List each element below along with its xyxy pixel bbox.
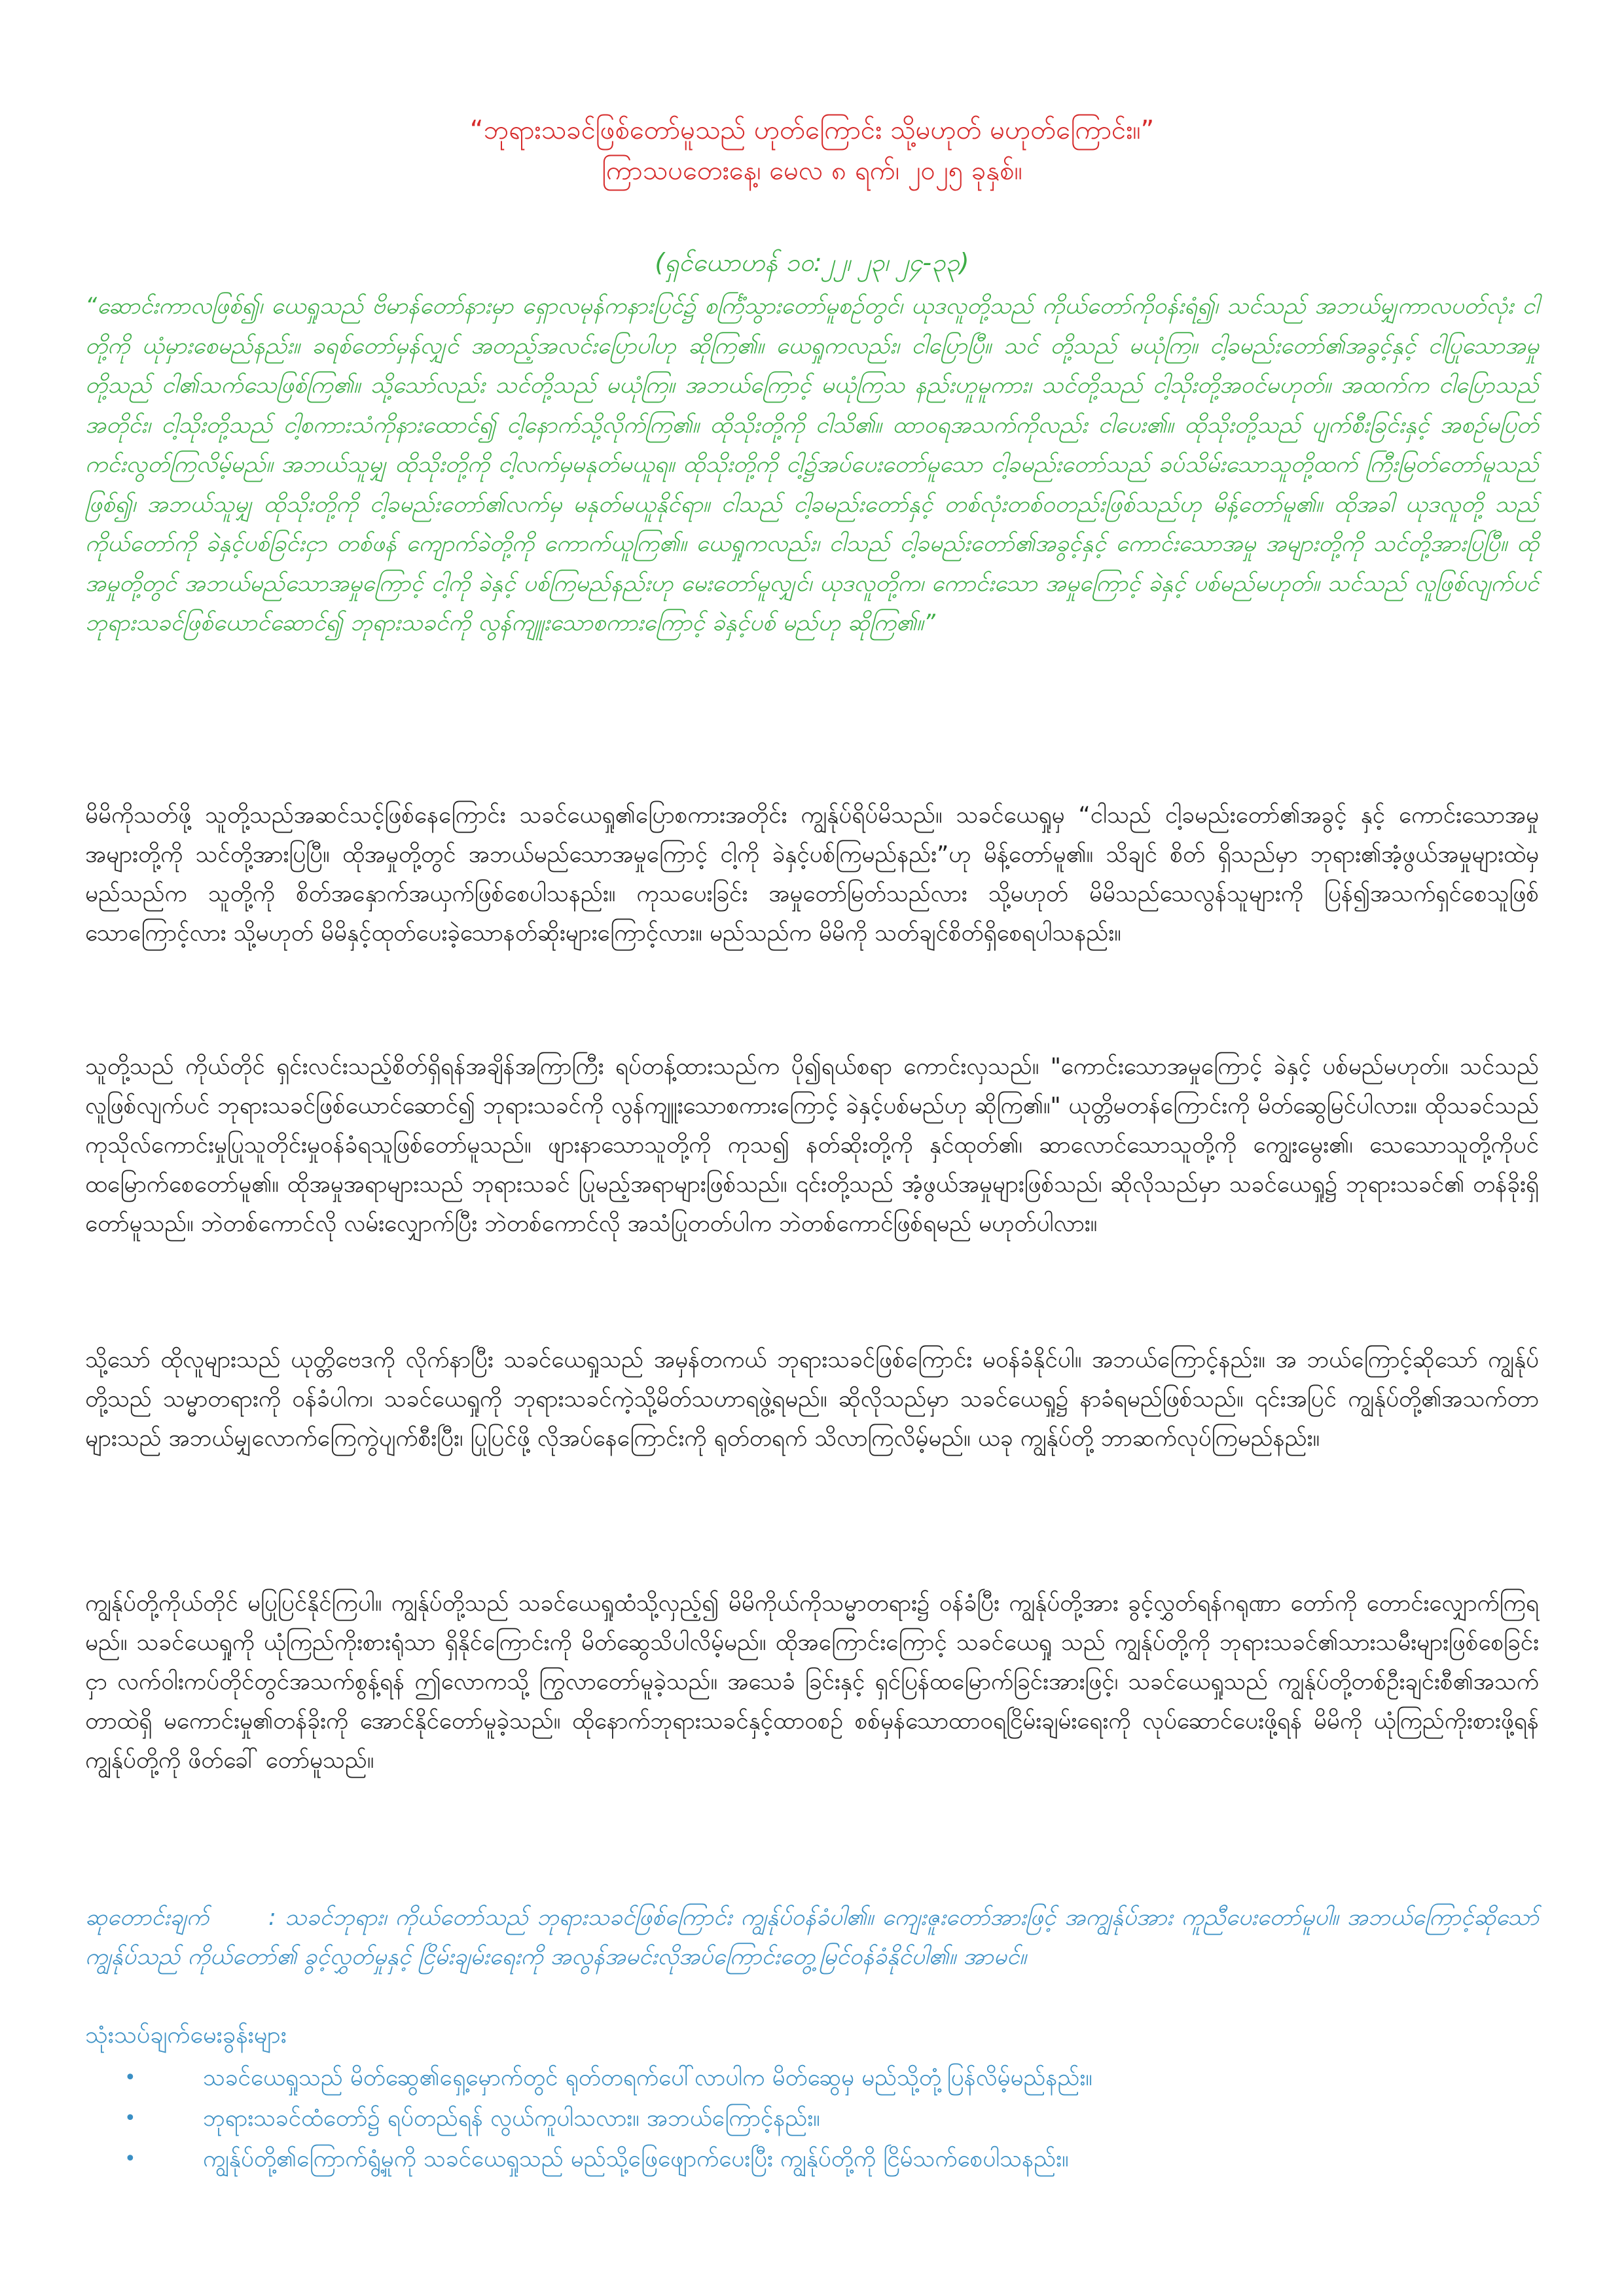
body-paragraph-1: မိမိကိုသတ်ဖို့ သူတို့သည်အဆင်သင့်ဖြစ်နေကြောင်း သခင်ယေရှု၏ပြောစကားအတိုင်း ကျွန်ုပ်ရိပ်မိသည်။ သခင်ယေရှုမှ “ငါသည် ငါ့ခမည်းတော်၏အခွင့် နှင့် ကောင်းသောအမှုအများတို့ကို သင်တို့အားပြပြီ။ ထိုအမှုတို့တွင် အဘယ်မည်သောအမှုကြောင့် ငါ့ကို ခဲနှင့်ပစ်ကြမည်နည်း”ဟု မိန့်တော်မူ၏။ သိချင် စိတ် ရှိသည်မှာ ဘုရား၏အံ့ဖွယ်အမှုများထဲမှ မည်သည်က သူတို့ကို စိတ်အနှောက်အယှက်ဖြစ်စေပါသနည်း။ ကုသပေးခြင်း အမှုတော်မြတ်သည်လား သို့မဟုတ် မိမိသည်သေလွန်သူများကို ပြန်၍အသက်ရှင်စေသူဖြစ်သောကြောင့်လား သို့မဟုတ် မိမိနှင့်ထုတ်ပေးခဲ့သောနတ်ဆိုးများကြောင့်လား။ မည်သည်က မိမိကို သတ်ချင်စိတ်ရှိစေရပါသနည်း။ — [85, 802, 1539, 946]
list-item — [85, 2058, 1539, 2098]
devotional-date: ကြာသပတေးနေ့၊ မေလ ၈ ရက်၊ ၂၀၂၅ ခုနှစ်။ — [602, 156, 1022, 186]
question-text: ကျွန်ုပ်တို့၏ကြောက်ရွံ့မှုကို သခင်ယေရှုသည် မည်သို့ဖြေဖျောက်ပေးပြီး ကျွန်ုပ်တို့ကို ငြိမ်သက်စေပါသနည်း။ — [203, 2146, 1069, 2172]
question-text: ဘုရားသခင်ထံတော်၌ ရပ်တည်ရန် လွယ်ကူပါသလား။ အဘယ်ကြောင့်နည်း။ — [203, 2106, 820, 2132]
question-text: သခင်ယေရှုသည် မိတ်ဆွေ၏ရှေ့မှောက်တွင် ရုတ်တရက်ပေါ်လာပါက မိတ်ဆွေမှ မည်သို့တုံ့ပြန်လိမ့်မည်နည်း။ — [203, 2065, 1092, 2091]
document-header — [105, 110, 1519, 191]
prayer-text: : သခင်ဘုရား၊ ကိုယ်တော်သည် ဘုရားသခင်ဖြစ်ကြောင်း ကျွန်ုပ်ဝန်ခံပါ၏။ ကျေးဇူးတော်အားဖြင့် အကျွန်ုပ်အား ကူညီပေးတော်မူပါ။ အဘယ်ကြောင့်ဆိုသော် ကျွန်ုပ်သည် ကိုယ်တော်၏ ခွင့်လွှတ်မှုနှင့် ငြိမ်းချမ်းရေးကို အလွန်အမင်းလိုအပ်ကြောင်းတွေ့မြင်ဝန်ခံနိုင်ပါ၏။ အာမင်။ — [85, 1905, 1539, 1970]
scripture-reference: (ရှင်ယောဟန် ၁၀:၂၂၊ ၂၃၊ ၂၄-၃၃) — [655, 248, 969, 277]
bullet-icon: • — [124, 2066, 136, 2089]
reflection-questions — [85, 2016, 1539, 2179]
scripture-block — [85, 243, 1539, 643]
body-paragraph-2: သူတို့သည် ကိုယ်တိုင် ရှင်းလင်းသည့်စိတ်ရှိရန်အချိန်အကြာကြီး ရပ်တန့်ထားသည်က ပို၍ရယ်စရာ ကောင်းလှသည်။ "ကောင်းသောအမှုကြောင့် ခဲနှင့် ပစ်မည်မဟုတ်။ သင်သည် လူဖြစ်လျက်ပင် ဘုရားသခင်ဖြစ်ယောင်ဆောင်၍ ဘုရားသခင်ကို လွန်ကျူးသောစကားကြောင့် ခဲနှင့်ပစ်မည်ဟု ဆိုကြ၏။" ယုတ္တိမတန်ကြောင်းကို မိတ်ဆွေမြင်ပါလား။ ထိုသခင်သည် ကုသိုလ်ကောင်းမှုပြုသူတိုင်းမှုဝန်ခံရသူဖြစ်တော်မူသည်။ ဖျားနာသောသူတို့ကို ကုသ၍ နတ်ဆိုးတို့ကို နှင်ထုတ်၏၊ ဆာလောင်သောသူတို့ကို ကျွေးမွေး၏၊ သေသောသူတို့ကိုပင် ထမြောက်စေတော်မူ၏။ ထိုအမှုအရာများသည် ဘုရားသခင် ပြုမည့်အရာများဖြစ်သည်။ ၎င်းတို့သည် အံ့ဖွယ်အမှုများဖြစ်သည်၊ ဆိုလိုသည်မှာ သခင်ယေရှု၌ ဘုရားသခင်၏ တန်ခိုးရှိတော်မူသည်။ ဘဲတစ်ကောင်လို လမ်းလျှောက်ပြီး ဘဲတစ်ကောင်လို အသံပြုတတ်ပါက ဘဲတစ်ကောင်ဖြစ်ရမည် မဟုတ်ပါလား။ — [85, 1054, 1539, 1237]
devotional-title: “ဘုရားသခင်ဖြစ်တော်မူသည် ဟုတ်ကြောင်း သို့မဟုတ် မဟုတ်ကြောင်း။” — [469, 115, 1155, 145]
scripture-text: “ဆောင်းကာလဖြစ်၍၊ ယေရှုသည် ဗိမာန်တော်နားမှာ ရှောလမုန်ကနားပြင်၌ စင်္ကြံသွားတော်မူစဉ်တွင်၊ ယုဒလူတို့သည် ကိုယ်တော်ကိုဝန်းရံ၍၊ သင်သည် အဘယ်မျှကာလပတ်လုံး ငါတို့ကို ယုံမှားစေမည်နည်း။ ခရစ်တော်မှန်လျှင် အတည့်အလင်းပြောပါဟု ဆိုကြ၏။ ယေရှုကလည်း၊ ငါပြောပြီ။ သင် တို့သည် မယုံကြ။ ငါ့ခမည်းတော်၏အခွင့်နှင့် ငါပြုသောအမှုတို့သည် ငါ၏သက်သေဖြစ်ကြ၏။ သို့သော်လည်း သင်တို့သည် မယုံကြ။ အဘယ်ကြောင့် မယုံကြသ နည်းဟူမူကား၊ သင်တို့သည် ငါ့သိုးတို့အဝင်မဟုတ်။ အထက်က ငါပြောသည်အတိုင်း၊ ငါ့သိုးတို့သည် ငါ့စကားသံကိုနားထောင်၍ ငါ့နောက်သို့လိုက်ကြ၏။ ထိုသိုးတို့ကို ငါသိ၏။ ထာဝရအသက်ကိုလည်း ငါပေး၏။ ထိုသိုးတို့သည် ပျက်စီးခြင်းနှင့် အစဉ်မပြတ် ကင်းလွတ်ကြလိမ့်မည်။ အဘယ်သူမျှ ထိုသိုးတို့ကို ငါ့လက်မှမနုတ်မယူရ။ ထိုသိုးတို့ကို ငါ့၌အပ်ပေးတော်မူသော ငါ့ခမည်းတော်သည် ခပ်သိမ်းသောသူတို့ထက် ကြီးမြတ်တော်မူသည်ဖြစ်၍၊ အဘယ်သူမျှ ထိုသိုးတို့ကို ငါ့ခမည်းတော်၏လက်မှ မနုတ်မယူနိုင်ရာ။ ငါသည် ငါ့ခမည်းတော်နှင့် တစ်လုံးတစ်ဝတည်းဖြစ်သည်ဟု မိန့်တော်မူ၏။ ထိုအခါ ယုဒလူတို့ သည် ကိုယ်တော်ကို ခဲနှင့်ပစ်ခြင်းငှာ တစ်ဖန် ကျောက်ခဲတို့ကို ကောက်ယူကြ၏။ ယေရှုကလည်း၊ ငါသည် ငါ့ခမည်းတော်၏အခွင့်နှင့် ကောင်းသောအမှု အများတို့ကို သင်တို့အားပြပြီ။ ထိုအမှုတို့တွင် အဘယ်မည်သောအမှုကြောင့် ငါ့ကို ခဲနှင့် ပစ်ကြမည်နည်းဟု မေးတော်မူလျှင်၊ ယုဒလူတို့က၊ ကောင်းသော အမှုကြောင့် ခဲနှင့် ပစ်မည်မဟုတ်။ သင်သည် လူဖြစ်လျက်ပင် ဘုရားသခင်ဖြစ်ယောင်ဆောင်၍ ဘုရားသခင်ကို လွန်ကျူးသောစကားကြောင့် ခဲနှင့်ပစ် မည်ဟု ဆိုကြ၏။” — [85, 293, 1539, 636]
body-paragraph-3: သို့သော် ထိုလူများသည် ယုတ္တိဗေဒကို လိုက်နာပြီး သခင်ယေရှုသည် အမှန်တကယ် ဘုရားသခင်ဖြစ်ကြောင်း မဝန်ခံနိုင်ပါ။ အဘယ်ကြောင့်နည်း။ အ ဘယ်ကြောင့်ဆိုသော် ကျွန်ုပ်တို့သည် သမ္မာတရားကို ဝန်ခံပါက၊ သခင်ယေရှုကို ဘုရားသခင်ကဲ့သို့မိတ်သဟာရဖွဲ့ရမည်။ ဆိုလိုသည်မှာ သခင်ယေရှု၌ နာခံရမည်ဖြစ်သည်။ ၎င်းအပြင် ကျွန်ုပ်တို့၏အသက်တာများသည် အဘယ်မျှလောက်ကြေကွဲပျက်စီးပြီး၊ ပြုပြင်ဖို့ လိုအပ်နေကြောင်းကို ရုတ်တရက် သိလာကြလိမ့်မည်။ ယခု ကျွန်ုပ်တို့ ဘာဆက်လုပ်ကြမည်နည်း။ — [85, 1347, 1539, 1452]
questions-list — [85, 2058, 1539, 2179]
prayer — [85, 1898, 1539, 1977]
body-paragraph-4: ကျွန်ုပ်တို့ကိုယ်တိုင် မပြုပြင်နိုင်ကြပါ။ ကျွန်ုပ်တို့သည် သခင်ယေရှုထံသို့လှည့်၍ မိမိကိုယ်ကိုသမ္မာတရား၌ ဝန်ခံပြီး ကျွန်ုပ်တို့အား ခွင့်လွှတ်ရန်ဂရုဏာ တော်ကို တောင်းလျှောက်ကြရမည်။ သခင်ယေရှုကို ယုံကြည်ကိုးစားရုံသာ ရှိနိုင်ကြောင်းကို မိတ်ဆွေသိပါလိမ့်မည်။ ထိုအကြောင်းကြောင့် သခင်ယေရှု သည် ကျွန်ုပ်တို့ကို ဘုရားသခင်၏သားသမီးများဖြစ်စေခြင်းငှာ လက်ဝါးကပ်တိုင်တွင်အသက်စွန့်ရန် ဤလောကသို့ ကြွလာတော်မူခဲ့သည်။ အသေခံ ခြင်းနှင့် ရှင်ပြန်ထမြောက်ခြင်းအားဖြင့်၊ သခင်ယေရှုသည် ကျွန်ုပ်တို့တစ်ဦးချင်းစီ၏အသက်တာထဲရှိ မကောင်းမှု၏တန်ခိုးကို အောင်နိုင်တော်မူခဲ့သည်။ ထိုနောက်ဘုရားသခင်နှင့်ထာဝစဉ် စစ်မှန်သောထာဝရငြိမ်းချမ်းရေးကို လုပ်ဆောင်ပေးဖို့ရန် မိမိကို ယုံကြည်ကိုးစားဖို့ရန် ကျွန်ုပ်တို့ကို ဖိတ်ခေါ် တော်မူသည်။ — [85, 1590, 1539, 1774]
bullet-icon: • — [124, 2147, 136, 2170]
prayer-label: ဆုတောင်းချက် — [85, 1905, 209, 1931]
list-item — [85, 2139, 1539, 2179]
questions-heading: သုံးသပ်ချက်မေးခွန်းများ — [85, 2022, 287, 2049]
bullet-icon: • — [124, 2107, 136, 2130]
list-item — [85, 2098, 1539, 2139]
